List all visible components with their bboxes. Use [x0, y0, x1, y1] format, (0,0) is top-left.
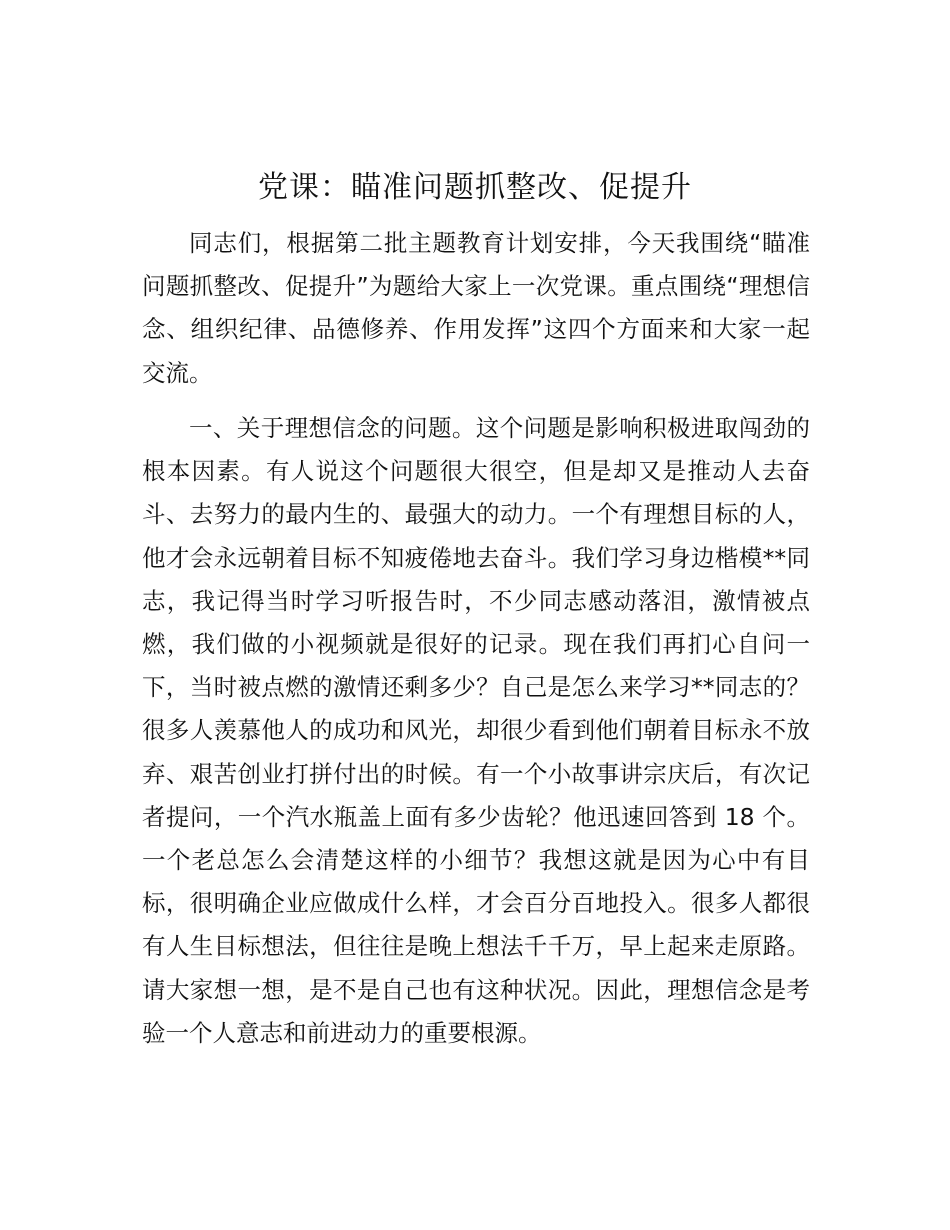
paragraph-ideals-beliefs: 一、关于理想信念的问题。这个问题是影响积极进取闯劲的根本因素。有人说这个问题很大很空，但是却又是推动人去奋斗、去努力的最内生的、最强大的动力。一个有理想目标的人，他才会永远朝着目标不知疲倦地去奋斗。我们学习身边楷模**同志，我记得当时学习听报告时，不少同志感动落泪，激情被点燃，我们做的小视频就是很好的记录。现在我们再扪心自问一下，当时被点燃的激情还剩多少？自己是怎么来学习**同志的？很多人羡慕他人的成功和风光，却很少看到他们朝着目标永不放弃、艰苦创业打拼付出的时候。有一个小故事讲宗庆后，有次记者提问，一个汽水瓶盖上面有多少齿轮？他迅速回答到 18 个。一个老总怎么会清楚这样的小细节？我想这就是因为心中有目标，很明确企业应做成什么样，才会百分百地投入。很多人都很有人生目标想法，但往往是晚上想法千千万，早上起来走原路。请大家想一想，是不是自己也有这种状况。因此，理想信念是考验一个人意志和前进动力的重要根源。 [142, 414, 810, 1047]
paragraph-intro: 同志们，根据第二批主题教育计划安排，今天我围绕“瞄准问题抓整改、促提升”为题给大家上一次党课。重点围绕“理想信念、组织纪律、品德修养、作用发挥”这四个方面来和大家一起交流。 [142, 229, 810, 387]
document-title: 党课：瞄准问题抓整改、促提升 [258, 170, 692, 205]
